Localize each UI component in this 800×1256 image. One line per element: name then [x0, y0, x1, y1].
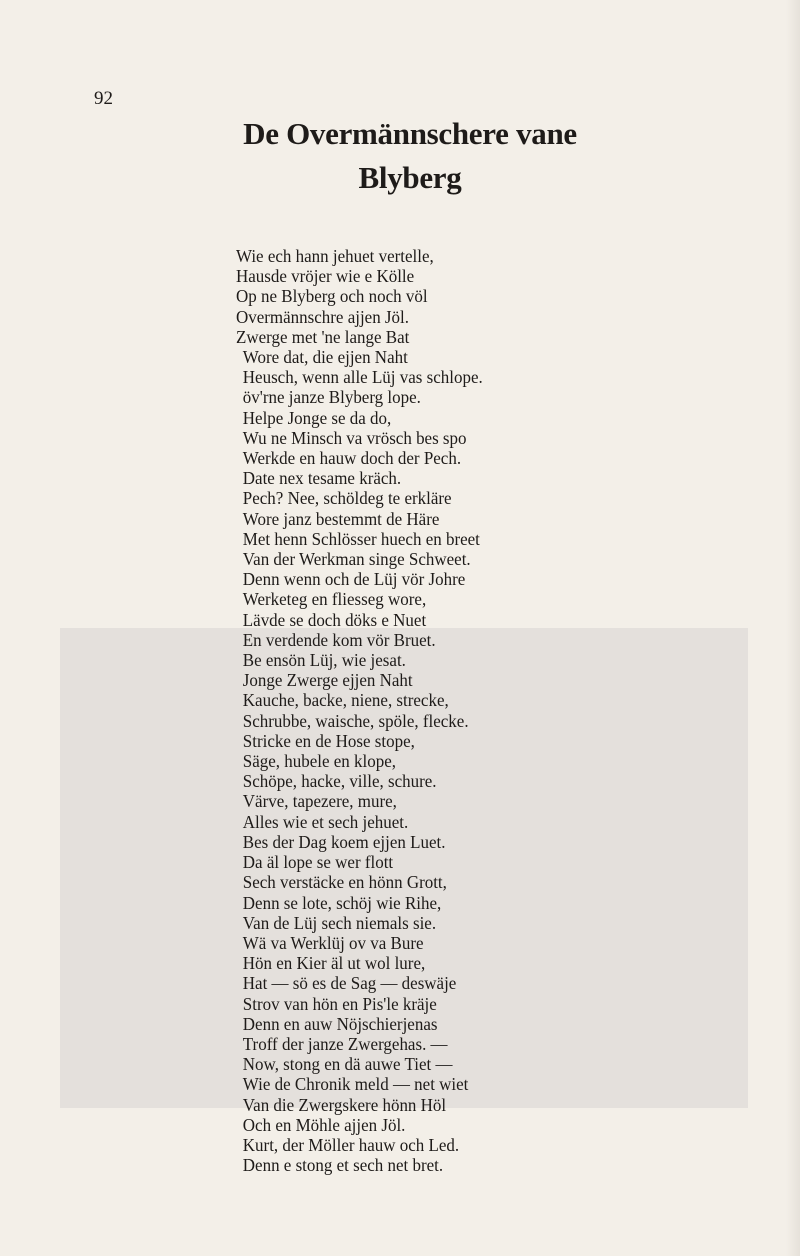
title-line-1: De Overmännschere vane	[243, 116, 577, 151]
poem-line: Wie de Chronik meld — net wiet	[242, 1074, 469, 1095]
poem-body	[236, 246, 490, 1175]
poem-line: Werketeg en fliesseg wore,	[242, 589, 427, 610]
poem-line: Be ensön Lüj, wie jesat.	[242, 650, 406, 671]
poem-line: Lävde se doch döks e Nuet	[242, 609, 427, 630]
poem-line: Denn se lote, schöj wie Rihe,	[242, 892, 442, 913]
poem-line: Wie ech hann jehuet vertelle,	[236, 246, 434, 266]
poem-line: Hausde vröjer wie e Kölle	[236, 266, 415, 287]
poem-line: Denn wenn och de Lüj vör Johre	[242, 569, 466, 590]
title-line-2: Blyberg	[358, 160, 462, 195]
poem-line: Date nex tesame kräch.	[242, 468, 402, 489]
poem-line: Kauche, backe, niene, strecke,	[242, 690, 449, 711]
poem-line: Stricke en de Hose stope,	[242, 730, 415, 751]
poem-line: öv'rne janze Blyberg lope.	[242, 387, 421, 408]
poem-line: Denn en auw Nöjschierjenas	[242, 1013, 438, 1034]
poem-line: Heusch, wenn alle Lüj vas schlope.	[242, 367, 483, 388]
poem-line: Wä va Werklüj ov va Bure	[242, 932, 424, 953]
poem-line: Helpe Jonge se da do,	[242, 407, 392, 428]
poem-line: Van die Zwergskere hönn Höl	[242, 1094, 447, 1115]
poem-line: Kurt, der Möller hauw och Led.	[242, 1134, 460, 1155]
poem-line: Jonge Zwerge ejjen Naht	[242, 670, 413, 691]
poem-line: Met henn Schlösser huech en breet	[242, 528, 480, 549]
poem-line: Denn e stong et sech net bret.	[242, 1155, 444, 1176]
poem-line: Werkde en hauw doch der Pech.	[242, 448, 462, 469]
poem-line: Och en Möhle ajjen Jöl.	[242, 1114, 406, 1135]
poem-line: Wu ne Minsch va vrösch bes spo	[242, 427, 467, 448]
poem-line: Da äl lope se wer flott	[242, 852, 394, 873]
poem-line: Zwerge met 'ne lange Bat	[236, 326, 410, 347]
poem-line: Strov van hön en Pis'le kräje	[242, 993, 437, 1014]
poem-line: Troff der janze Zwergehas. —	[242, 1033, 448, 1054]
poem-line: Van der Werkman singe Schweet.	[242, 549, 471, 570]
poem-line: Hat — sö es de Sag — deswäje	[242, 973, 457, 994]
poem-line: Värve, tapezere, mure,	[242, 791, 397, 812]
poem-line: Pech? Nee, schöldeg te erkläre	[242, 488, 452, 509]
poem-line: Overmännschre ajjen Jöl.	[236, 306, 409, 327]
poem-line: Hön en Kier äl ut wol lure,	[242, 953, 426, 974]
page-number: 92	[94, 88, 113, 109]
poem-line: Alles wie et sech jehuet.	[242, 811, 409, 832]
page-edge-shadow	[786, 0, 800, 1256]
poem-line: Schrubbe, waische, spöle, flecke.	[242, 710, 469, 731]
poem-title	[190, 112, 630, 200]
poem-line: En verdende kom vör Bruet.	[242, 629, 436, 650]
poem-line: Schöpe, hacke, ville, schure.	[242, 771, 437, 792]
poem-line: Op ne Blyberg och noch völ	[236, 286, 428, 307]
poem-line: Säge, hubele en klope,	[242, 751, 396, 772]
poem-line: Bes der Dag koem ejjen Luet.	[242, 831, 446, 852]
poem-line: Wore dat, die ejjen Naht	[242, 347, 408, 368]
poem-line: Sech verstäcke en hönn Grott,	[242, 872, 447, 893]
poem-line: Van de Lüj sech niemals sie.	[242, 912, 437, 933]
poem-line: Now, stong en dä auwe Tiet —	[242, 1054, 453, 1075]
poem-line: Wore janz bestemmt de Häre	[242, 508, 440, 529]
